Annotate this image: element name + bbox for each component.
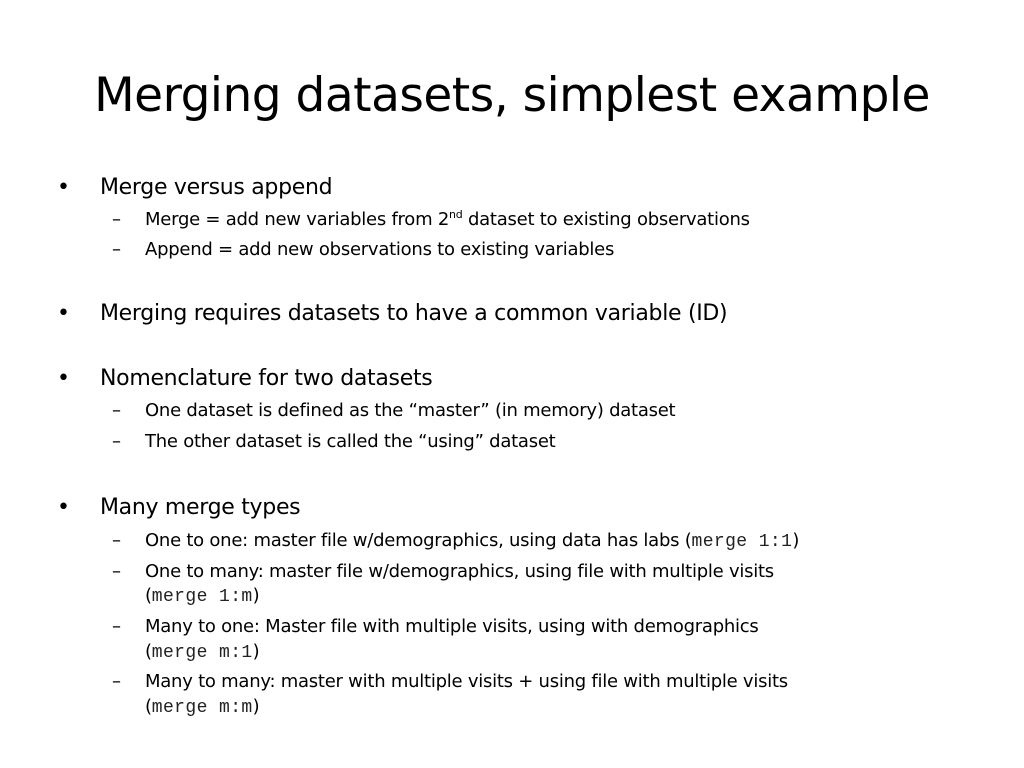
bullet-icon: • (57, 175, 70, 200)
subitem-master-dataset: One dataset is defined as the “master” (in memory) dataset (145, 400, 676, 421)
superscript-nd: nd (449, 208, 463, 221)
subitem-many-to-many: Many to many: master with multiple visits + using file with multiple visits (145, 671, 788, 692)
subitem-append-definition: Append = add new observations to existing variables (145, 239, 615, 260)
subitem-text: ) (252, 641, 260, 662)
code-merge-1-1: merge 1:1 (691, 532, 793, 552)
dash-icon: – (112, 431, 121, 452)
subitem-text: One to one: master file w/demographics, using data has labs ( (145, 530, 692, 551)
bullet-merge-types: Many merge types (100, 495, 301, 520)
subitem-text: ( (145, 696, 152, 717)
subitem-one-to-one (145, 529, 799, 554)
dash-icon: – (112, 239, 121, 260)
bullet-merge-vs-append: Merge versus append (100, 175, 333, 200)
code-merge-m-1: merge m:1 (151, 643, 253, 663)
subitem-text: ) (252, 696, 260, 717)
dash-icon: – (112, 671, 121, 692)
dash-icon: – (112, 400, 121, 421)
subitem-one-to-many: One to many: master file w/demographics, using file with multiple visits (145, 561, 774, 582)
bullet-icon: • (57, 301, 70, 326)
code-merge-1-m: merge 1:m (151, 587, 253, 607)
dash-icon: – (112, 561, 121, 582)
dash-icon: – (112, 616, 121, 637)
bullet-common-variable: Merging requires datasets to have a common variable (ID) (100, 301, 728, 326)
subitem-text: dataset to existing observations (462, 209, 750, 230)
dash-icon: – (112, 209, 121, 230)
code-merge-m-m: merge m:m (151, 698, 253, 718)
subitem-text: Merge = add new variables from 2 (145, 209, 450, 230)
slide-title: Merging datasets, simplest example (94, 68, 930, 123)
subitem-text: ( (145, 641, 152, 662)
subitem-many-to-many-code (145, 695, 259, 720)
bullet-icon: • (57, 495, 70, 520)
subitem-using-dataset: The other dataset is called the “using” dataset (145, 431, 556, 452)
bullet-nomenclature: Nomenclature for two datasets (100, 366, 433, 391)
subitem-text: ) (252, 585, 260, 606)
dash-icon: – (112, 530, 121, 551)
subitem-text: ) (792, 530, 800, 551)
subitem-many-to-one-code (145, 640, 259, 665)
subitem-text: ( (145, 585, 152, 606)
bullet-icon: • (57, 366, 70, 391)
subitem-merge-definition (145, 208, 750, 232)
subitem-one-to-many-code (145, 584, 259, 609)
subitem-many-to-one: Many to one: Master file with multiple visits, using with demographics (145, 616, 759, 637)
